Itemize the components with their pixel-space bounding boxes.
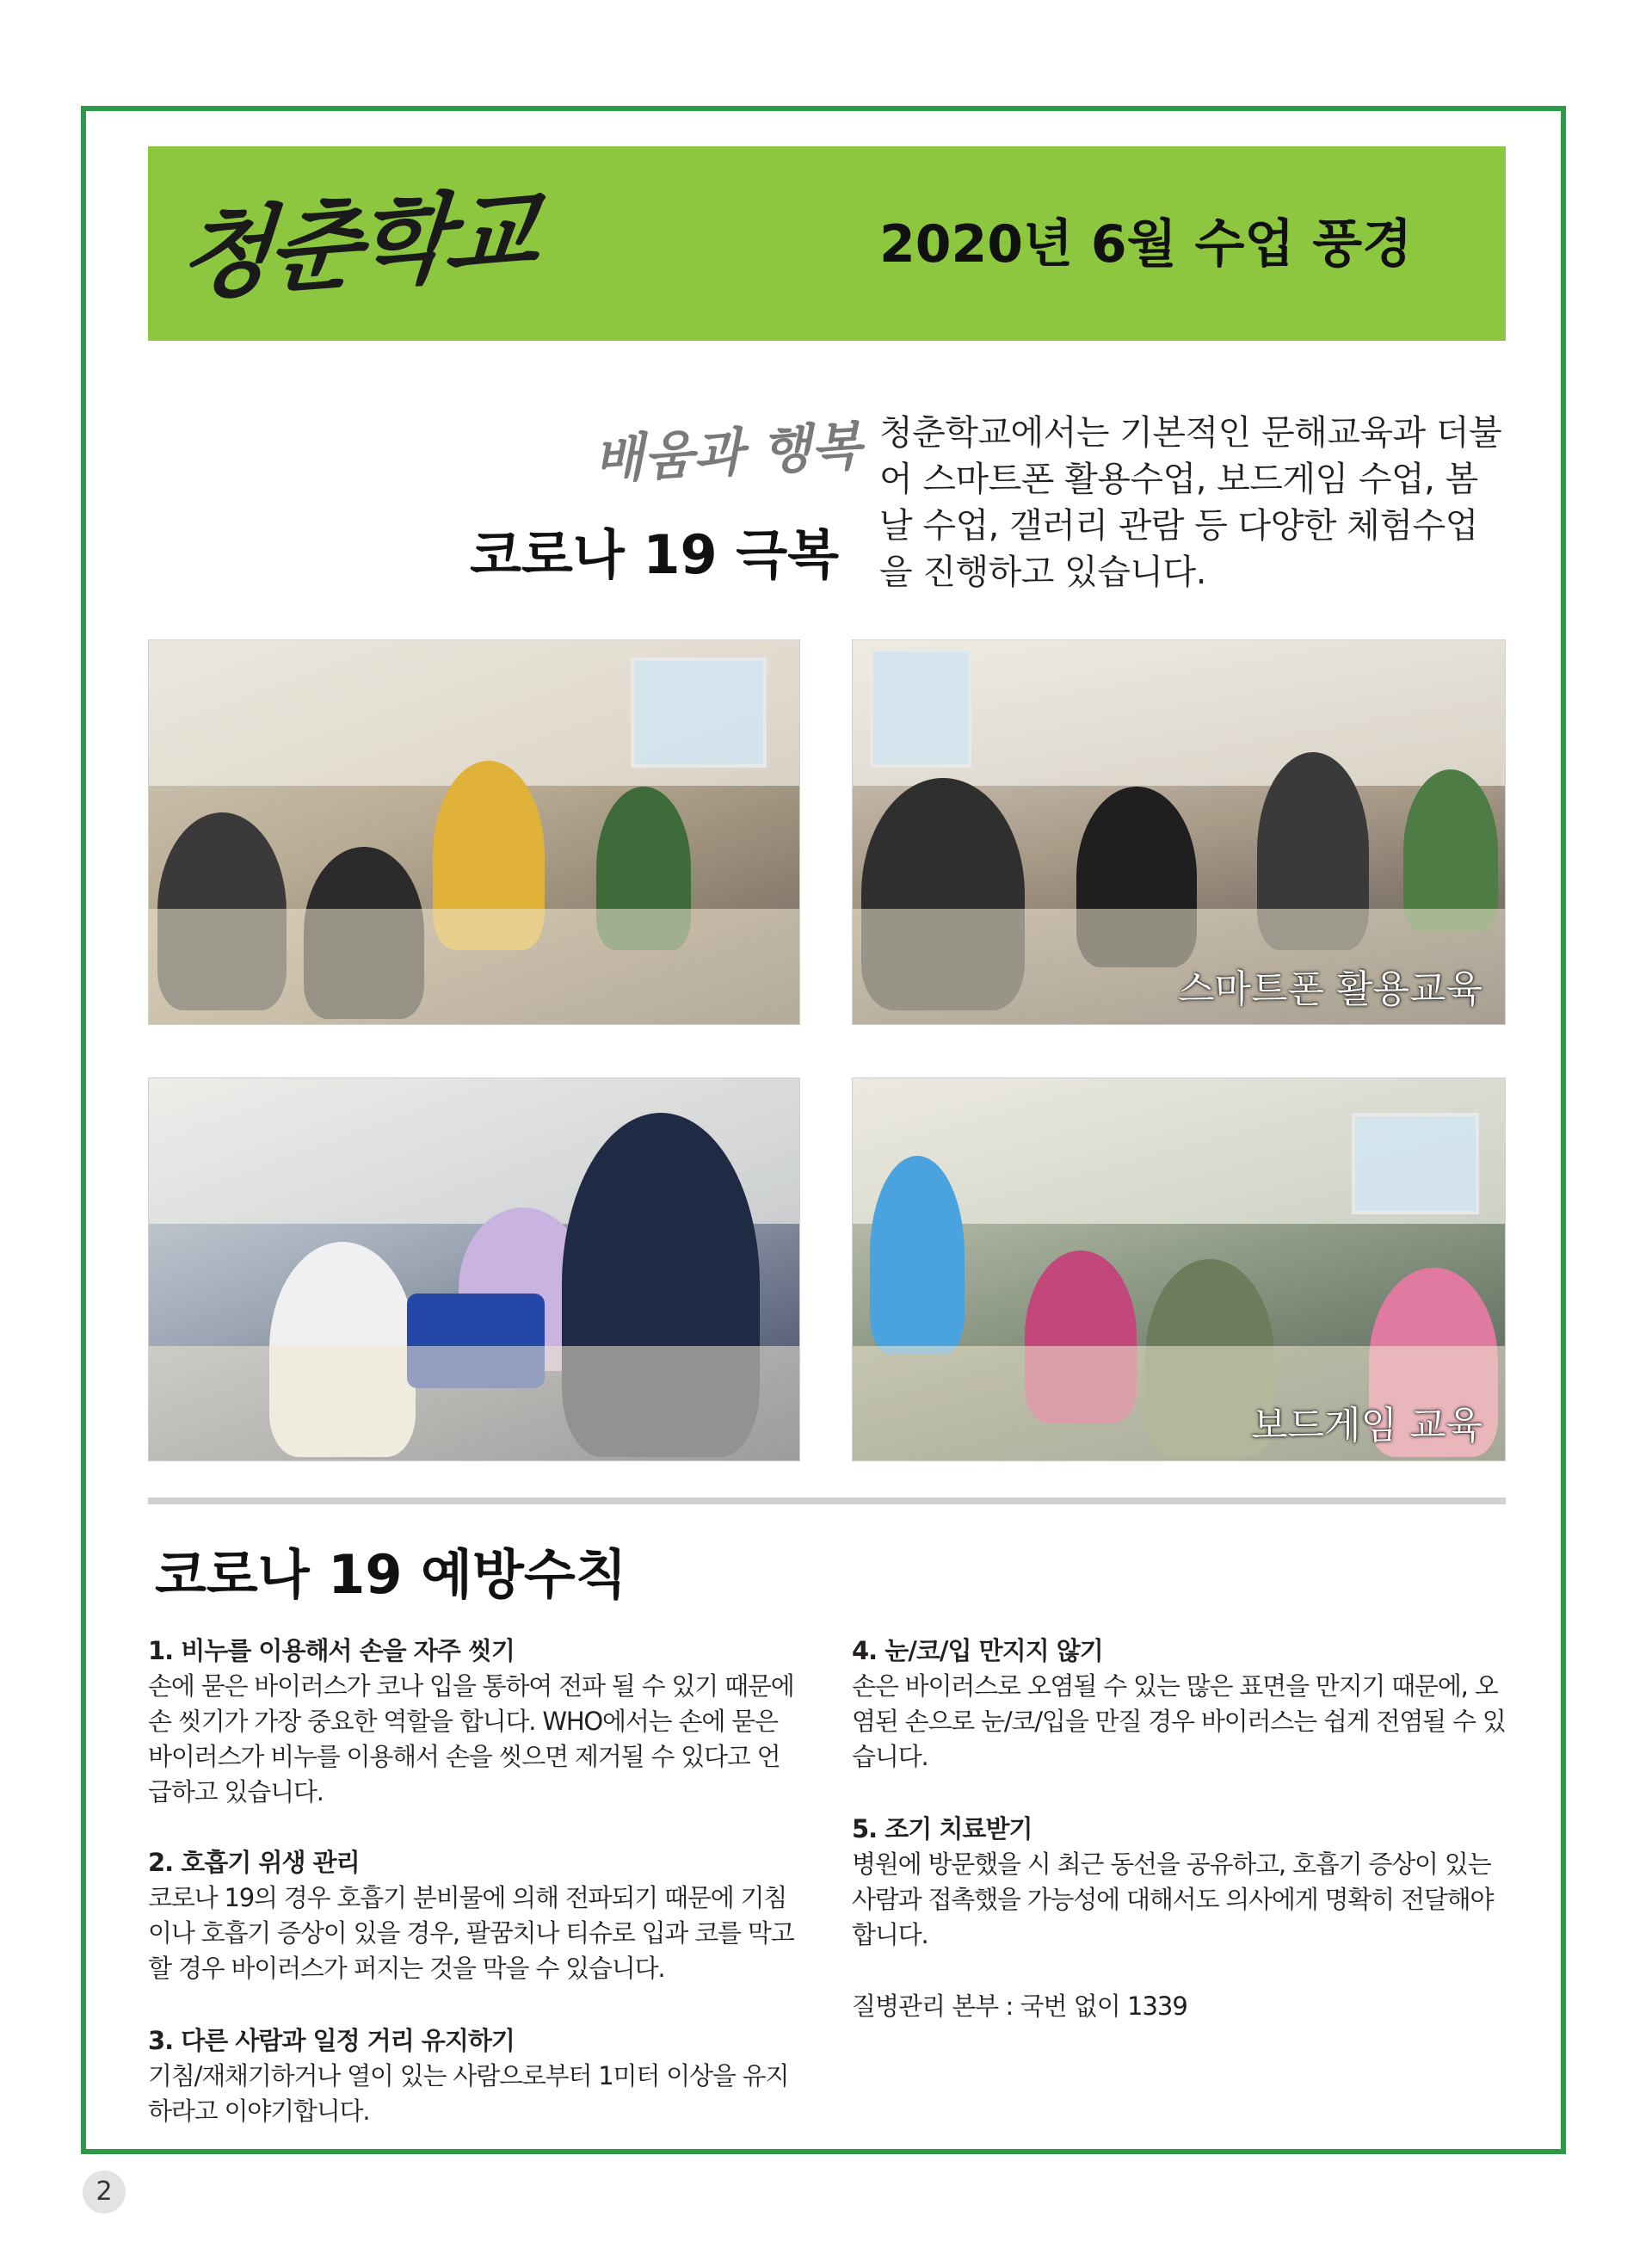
photo-caption: 스마트폰 활용교육 bbox=[1177, 967, 1482, 1011]
intro-paragraph: 청춘학교에서는 기본적인 문해교육과 더불어 스마트폰 활용수업, 보드게임 수업, 봄날 수업, 갤러리 관람 등 다양한 체험수업을 진행하고 있습니다. bbox=[879, 413, 1502, 592]
rule-body: 손에 묻은 바이러스가 코나 입을 통하여 전파 될 수 있기 때문에 손 씻기가 가장 중요한 역할을 합니다. WHO에서는 손에 묻은 바이러스가 비누를 이용해서 손을 씻으면 제거될 수 있다고 언급하고 있습니다. bbox=[148, 1671, 794, 1806]
rule-heading: 5. 조기 치료받기 bbox=[852, 1814, 1032, 1843]
rule-heading: 2. 호흡기 위생 관리 bbox=[148, 1848, 360, 1877]
page-title: 2020년 6월 수업 풍경 bbox=[879, 214, 1413, 275]
rule-body: 병원에 방문했을 시 최근 동선을 공유하고, 호흡기 증상이 있는 사람과 접촉했을 가능성에 대해서도 의사에게 명확히 전달해야 합니다. bbox=[852, 1849, 1494, 1949]
prevention-rule bbox=[852, 1633, 1506, 1775]
rule-body: 손은 바이러스로 오염될 수 있는 많은 표면을 만지기 때문에, 오염된 손으로 눈/코/입을 만질 경우 바이러스는 쉽게 전염될 수 있습니다. bbox=[852, 1671, 1506, 1771]
photo-smartphone-class bbox=[852, 639, 1506, 1025]
photo-boardgame-1 bbox=[148, 1078, 800, 1461]
school-logo: 청춘학교 bbox=[175, 176, 538, 313]
section-divider bbox=[148, 1497, 1506, 1504]
prevention-rule bbox=[148, 1844, 802, 1986]
feature-title: 코로나 19 극복 bbox=[470, 523, 839, 586]
rule-heading: 4. 눈/코/입 만지지 않기 bbox=[852, 1636, 1103, 1665]
calligraphy-logo: 배움과 행복 bbox=[592, 416, 863, 491]
prevention-title: 코로나 19 예방수칙 bbox=[155, 1543, 627, 1606]
rule-body: 코로나 19의 경우 호흡기 분비물에 의해 전파되기 때문에 기침이나 호흡기 증상이 있을 경우, 팔꿈치나 티슈로 입과 코를 막고 할 경우 바이러스가 퍼지는 것을 막을 수 있습니다. bbox=[148, 1883, 794, 1983]
page-number: 2 bbox=[83, 2170, 126, 2214]
photo-boardgame-2 bbox=[852, 1078, 1506, 1461]
kcdc-contact: 질병관리 본부 : 국번 없이 1339 bbox=[852, 1991, 1187, 2021]
header-banner bbox=[148, 146, 1506, 341]
prevention-rule bbox=[148, 2022, 802, 2129]
photo-classroom-1 bbox=[148, 639, 800, 1025]
rule-heading: 1. 비누를 이용해서 손을 자주 씻기 bbox=[148, 1636, 515, 1665]
photo-caption: 보드게임 교육 bbox=[1250, 1404, 1482, 1448]
rule-body: 기침/재채기하거나 열이 있는 사람으로부터 1미터 이상을 유지하라고 이야기합니다. bbox=[148, 2061, 789, 2126]
prevention-rule bbox=[852, 1811, 1506, 1953]
prevention-rule bbox=[148, 1633, 802, 1810]
rule-heading: 3. 다른 사람과 일정 거리 유지하기 bbox=[148, 2026, 515, 2055]
